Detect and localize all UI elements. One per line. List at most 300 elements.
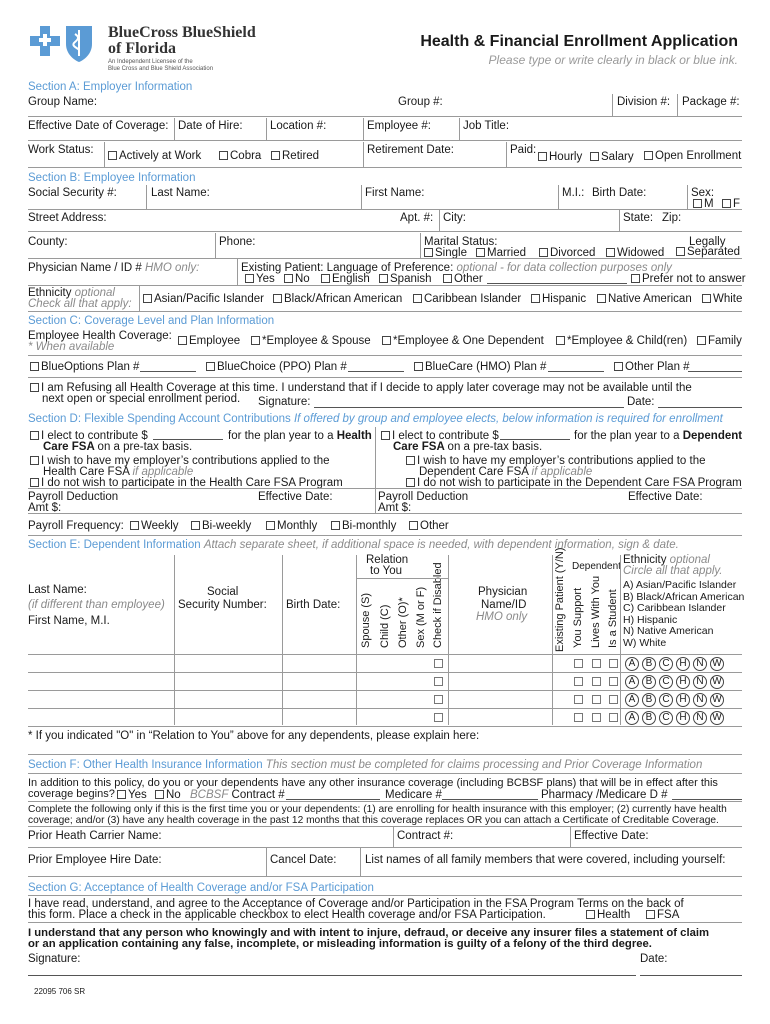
section-c-title: Section C: Coverage Level and Plan Information <box>28 315 275 327</box>
lives-with-header: Lives With You <box>590 575 602 648</box>
dep-amt-label: Amt $: <box>378 502 412 514</box>
ethnicity-circle-w[interactable]: W <box>710 675 724 689</box>
divider <box>356 578 448 579</box>
company-name-line2: of Florida <box>108 40 176 57</box>
refusing-signature-line[interactable] <box>314 407 624 408</box>
final-signature-label: Signature: <box>28 953 81 965</box>
ethnicity-legend-item: A) Asian/Pacific Islander <box>623 579 737 591</box>
you-support-header: You Support <box>572 587 584 648</box>
other-o-header: Other (O)* <box>397 597 409 648</box>
divider <box>28 209 742 210</box>
salary-option[interactable]: Salary <box>590 151 634 164</box>
cobra-option[interactable]: Cobra <box>219 150 261 163</box>
checkbox[interactable] <box>631 274 640 283</box>
student-checkbox[interactable] <box>609 695 618 704</box>
divider <box>420 233 421 258</box>
divider <box>28 377 742 378</box>
mi-label: M.I.: <box>562 187 585 199</box>
divider <box>28 167 742 168</box>
ethnicity-circle-n[interactable]: N <box>693 675 707 689</box>
health-plan-year-label: for the plan year to a Health <box>228 430 372 442</box>
health-wish-line2: Health Care FSA if applicable <box>43 466 194 478</box>
ssn-label: Social Security #: <box>28 187 117 199</box>
divider <box>28 922 742 923</box>
pharmacy-line[interactable] <box>672 799 742 800</box>
checkbox[interactable] <box>30 383 39 392</box>
medicare-line[interactable] <box>442 799 538 800</box>
apt-label: Apt. #: <box>400 212 434 224</box>
checkbox[interactable] <box>646 910 655 919</box>
section-e-title: Section E: Dependent Information Attach separate sheet, if additional space is needed, with dependent information, sign & date. <box>28 539 679 551</box>
student-checkbox[interactable] <box>609 677 618 686</box>
paid-label: Paid: <box>510 144 537 156</box>
licensee-line2: Blue Cross and Blue Shield Association <box>108 66 214 72</box>
licensee-line1: An Independent Licensee of the <box>108 59 193 65</box>
check-all-label: Check all that apply: <box>28 298 132 310</box>
checkbox[interactable] <box>614 362 623 371</box>
blueoptions-plan-line[interactable] <box>140 371 196 372</box>
divider <box>266 848 267 876</box>
divider <box>28 801 742 802</box>
checkbox[interactable] <box>117 790 126 799</box>
checkbox[interactable] <box>130 521 139 530</box>
if-different-label: (if different than employee) <box>28 599 165 611</box>
english-option[interactable]: English <box>321 273 370 286</box>
section-g-title: Section G: Acceptance of Health Coverage and/or FSA Participation <box>28 882 374 894</box>
retired-option[interactable]: Retired <box>271 150 319 163</box>
section-d-title: Section D: Flexible Spending Account Contributions If offered by group and employee elects, below information is required for enrollment <box>28 413 723 425</box>
divider <box>28 140 742 141</box>
form-title: Health & Financial Enrollment Application <box>420 33 738 50</box>
checkbox[interactable] <box>676 247 685 256</box>
ethnicity-circle-w[interactable]: W <box>710 657 724 671</box>
phone-label: Phone: <box>219 236 256 248</box>
support-checkbox[interactable] <box>574 677 583 686</box>
divider <box>28 513 742 514</box>
ethnicity-legend-item: N) Native American <box>623 625 714 637</box>
section-f-title: Section F: Other Health Insurance Information This section must be completed for claims processing and Prior Coverage Information <box>28 759 703 771</box>
when-available-label: * When available <box>28 341 115 353</box>
ethnicity-circle-b[interactable]: B <box>642 675 656 689</box>
county-label: County: <box>28 236 68 248</box>
dep-ethnicity-header: Ethnicity optional <box>623 554 710 566</box>
emp-spouse-option[interactable]: *Employee & Spouse <box>251 335 371 348</box>
disabled-checkbox[interactable] <box>434 659 443 668</box>
biweekly-option[interactable]: Bi-weekly <box>191 520 251 533</box>
other-plan-option[interactable]: Other Plan # <box>614 361 690 374</box>
disabled-checkbox[interactable] <box>434 677 443 686</box>
payroll-frequency-label: Payroll Frequency: <box>28 520 124 532</box>
blueoptions-option[interactable]: BlueOptions Plan # <box>30 361 139 374</box>
divider <box>620 555 621 725</box>
actively-at-work-option[interactable]: Actively at Work <box>108 150 201 163</box>
dep-care-fsa-label: Care FSA on a pre-tax basis. <box>393 441 543 453</box>
divider <box>28 895 742 896</box>
checkbox[interactable] <box>30 362 39 371</box>
checkbox[interactable] <box>30 478 39 487</box>
division-no-label: Division #: <box>617 96 671 108</box>
checkbox[interactable] <box>606 248 615 257</box>
support-checkbox[interactable] <box>574 659 583 668</box>
checkbox[interactable] <box>702 294 711 303</box>
coverage-label: Employee Health Coverage: <box>28 330 172 342</box>
to-you-label: to You <box>370 565 402 577</box>
sex-f-option[interactable]: F <box>722 198 740 211</box>
checkbox[interactable] <box>271 151 280 160</box>
disabled-checkbox[interactable] <box>434 695 443 704</box>
checkbox[interactable] <box>284 274 293 283</box>
last-name-label: Last Name: <box>151 187 210 199</box>
black-option[interactable]: Black/African American <box>273 293 402 306</box>
health-amt-label: Amt $: <box>28 502 62 514</box>
final-date-label: Date: <box>640 953 668 965</box>
support-checkbox[interactable] <box>574 713 583 722</box>
table-row-divider <box>28 726 742 727</box>
divider <box>439 210 440 231</box>
divider <box>174 555 175 725</box>
checkbox[interactable] <box>178 336 187 345</box>
prior-hire-label: Prior Employee Hire Date: <box>28 854 162 866</box>
monthly-option[interactable]: Monthly <box>266 520 317 533</box>
divider <box>28 876 742 877</box>
ethnicity-circle-n[interactable]: N <box>693 657 707 671</box>
ethnicity-circle-h[interactable]: H <box>676 711 690 725</box>
separated-option[interactable]: Separated <box>676 246 740 259</box>
employee-no-label: Employee #: <box>367 120 431 132</box>
bluechoice-plan-line[interactable] <box>348 371 404 372</box>
checkbox[interactable] <box>597 294 606 303</box>
dep-wish-line2: Dependent Care FSA if applicable <box>419 466 593 478</box>
ethnicity-circle-w[interactable]: W <box>710 711 724 725</box>
emp-children-option[interactable]: *Employee & Child(ren) <box>556 335 687 348</box>
checkbox[interactable] <box>219 151 228 160</box>
divider <box>28 847 742 848</box>
ethnicity-legend-item: H) Hispanic <box>623 613 678 626</box>
other-plan-line[interactable] <box>688 371 742 372</box>
ethnicity-label: Ethnicity optional <box>28 287 115 299</box>
checkbox[interactable] <box>331 521 340 530</box>
form-subtitle: Please type or write clearly in black or blue ink. <box>488 53 738 67</box>
prior-contract-label: Contract #: <box>397 830 454 842</box>
physician-label: Physician Name / ID # HMO only: <box>28 262 200 274</box>
section-b-title: Section B: Employee Information <box>28 172 196 184</box>
freq-other-option[interactable]: Other <box>409 520 449 533</box>
divider <box>459 118 460 140</box>
lives-with-checkbox[interactable] <box>592 659 601 668</box>
complete-line1: Complete the following only if this is the first time you or your dependents: (1) are enrolling for health insurance with this employer; (2) currently have health <box>28 804 727 815</box>
checkbox[interactable] <box>476 248 485 257</box>
spanish-option[interactable]: Spanish <box>379 273 432 286</box>
checkbox[interactable] <box>143 294 152 303</box>
student-header: Is a Student <box>607 589 619 648</box>
ethnicity-circle-n[interactable]: N <box>693 693 707 707</box>
company-name-line1: BlueCross BlueShield <box>108 24 256 41</box>
existing-yes-option[interactable]: Yes <box>245 273 275 286</box>
divider <box>28 754 742 755</box>
social-label: Social <box>207 586 239 598</box>
checkbox[interactable] <box>644 151 653 160</box>
health-payroll-label: Payroll Deduction <box>28 491 119 503</box>
ethnicity-legend-item: W) White <box>623 636 667 649</box>
caribbean-option[interactable]: Caribbean Islander <box>413 293 521 306</box>
bluecare-option[interactable]: BlueCare (HMO) Plan # <box>414 361 546 374</box>
ethnicity-circle-a[interactable]: A <box>625 693 639 707</box>
native-option[interactable]: Native American <box>597 293 692 306</box>
employee-coverage-option[interactable]: Employee <box>178 335 240 348</box>
checkbox[interactable] <box>697 336 706 345</box>
dep-wish-option[interactable]: I wish to have my employer’s contributions applied to the <box>406 455 706 468</box>
divider <box>28 258 742 259</box>
widowed-option[interactable]: Widowed <box>606 247 664 260</box>
support-checkbox[interactable] <box>574 695 583 704</box>
divider <box>28 535 742 536</box>
divider <box>363 118 364 140</box>
ethnicity-circle-n[interactable]: N <box>693 711 707 725</box>
form-number: 22095 706 SR <box>34 987 86 996</box>
bcbsf-contract-line[interactable] <box>286 799 380 800</box>
health-wish-option[interactable]: I wish to have my employer’s contributions applied to the <box>30 455 330 468</box>
refusing-line2: next open or special enrollment period. <box>42 393 241 405</box>
divorced-option[interactable]: Divorced <box>539 247 595 260</box>
other-lang-line[interactable] <box>487 283 627 284</box>
divider <box>237 259 238 285</box>
marital-label: Marital Status: <box>424 236 498 248</box>
dep-contribute-option[interactable]: I elect to contribute $ <box>381 430 499 443</box>
divider <box>619 210 620 231</box>
checkbox[interactable] <box>722 199 731 208</box>
divider <box>174 118 175 140</box>
bluecare-plan-line[interactable] <box>548 371 604 372</box>
acceptance-line1: I have read, understand, and agree to the Acceptance of Coverage and/or Participation in the FSA Program Terms on the back of <box>28 898 684 910</box>
section-a-title: Section A: Employer Information <box>28 81 193 93</box>
ethnicity-circles <box>625 675 727 689</box>
relation-label: Relation <box>366 554 409 566</box>
medicare-label: Medicare # <box>385 789 442 801</box>
checkbox[interactable] <box>409 521 418 530</box>
ethnicity-circle-c[interactable]: C <box>659 693 673 707</box>
lang-other-option[interactable]: Other <box>443 273 483 286</box>
ethnicity-circle-b[interactable]: B <box>642 711 656 725</box>
checkbox[interactable] <box>251 336 260 345</box>
complete-line2: coverage; and/or (3) have any health coverage in the past 12 months that this coverage replaces OR you can attach a Certificate of Creditable Coverage. <box>28 815 719 826</box>
divider <box>28 231 742 232</box>
open-enrollment-option[interactable]: Open Enrollment <box>644 150 741 163</box>
checkbox[interactable] <box>531 294 540 303</box>
ethnicity-circle-a[interactable]: A <box>625 657 639 671</box>
ethnicity-legend <box>623 580 744 649</box>
warning-line2: or an application containing any false, incomplete, or misleading information is guilty of a felony of the third degree. <box>28 938 652 950</box>
ethnicity-circle-h[interactable]: H <box>676 693 690 707</box>
dep-no-participate-option[interactable]: I do not wish to participate in the Dependent Care FSA Program <box>406 477 742 490</box>
other-ins-yes-option[interactable]: Yes <box>117 789 147 802</box>
street-label: Street Address: <box>28 212 107 224</box>
checkbox[interactable] <box>379 274 388 283</box>
accept-health-option[interactable]: Health <box>586 909 630 922</box>
job-title-label: Job Title: <box>463 120 510 132</box>
single-option[interactable]: Single <box>424 247 467 260</box>
warning-line1: I understand that any person who knowingly and with intent to injure, defraud, or deceive any insurer files a statement of claim <box>28 927 710 939</box>
existing-yn-header: Existing Patient (Y/N) <box>554 547 566 652</box>
hispanic-option[interactable]: Hispanic <box>531 293 586 306</box>
checkbox[interactable] <box>273 294 282 303</box>
health-care-fsa-label: Care FSA on a pre-tax basis. <box>43 441 193 453</box>
asian-option[interactable]: Asian/Pacific Islander <box>143 293 264 306</box>
other-insurance-q2: coverage begins? <box>28 788 115 800</box>
checkbox[interactable] <box>586 910 595 919</box>
ethnicity-circle-c[interactable]: C <box>659 657 673 671</box>
checkbox[interactable] <box>443 274 452 283</box>
divider <box>104 142 105 167</box>
dep-eff-date-label: Effective Date: <box>628 491 703 503</box>
package-no-label: Package #: <box>682 96 740 108</box>
divider <box>28 773 742 774</box>
ethnicity-circle-w[interactable]: W <box>710 693 724 707</box>
ethnicity-circle-c[interactable]: C <box>659 711 673 725</box>
accept-fsa-option[interactable]: FSA <box>646 909 679 922</box>
divider <box>558 185 559 209</box>
checkbox[interactable] <box>406 478 415 487</box>
divider <box>375 427 376 513</box>
circle-all-label: Circle all that apply. <box>623 565 723 577</box>
ethnicity-circle-b[interactable]: B <box>642 657 656 671</box>
checkbox[interactable] <box>321 274 330 283</box>
checkbox[interactable] <box>406 456 415 465</box>
divider <box>570 827 571 847</box>
bimonthly-option[interactable]: Bi-monthly <box>331 520 396 533</box>
married-option[interactable]: Married <box>476 247 526 260</box>
bcbs-cross-shield-icon <box>28 20 98 64</box>
dep-amount-line[interactable] <box>500 439 570 440</box>
table-row-divider <box>28 672 742 673</box>
divider <box>28 355 742 356</box>
birth-date-label: Birth Date: <box>592 187 647 199</box>
zip-label: Zip: <box>662 212 682 224</box>
physician-header: Physician <box>478 586 528 598</box>
student-checkbox[interactable] <box>609 659 618 668</box>
refusing-date-line[interactable] <box>658 407 742 408</box>
divider <box>677 94 678 116</box>
dep-last-name-label: Last Name: <box>28 584 87 596</box>
checkbox[interactable] <box>538 152 547 161</box>
checkbox[interactable] <box>108 151 117 160</box>
health-amount-line[interactable] <box>153 439 223 440</box>
final-signature-line[interactable] <box>28 975 636 976</box>
checkbox[interactable] <box>206 362 215 371</box>
checkbox[interactable] <box>245 274 254 283</box>
lives-with-checkbox[interactable] <box>592 713 601 722</box>
explain-label: * If you indicated "O" in “Relation to You” above for any dependents, please explain here: <box>28 730 480 742</box>
lives-with-checkbox[interactable] <box>592 677 601 686</box>
child-header: Child (C) <box>379 604 391 648</box>
ethnicity-circle-h[interactable]: H <box>676 657 690 671</box>
divider <box>28 285 742 286</box>
checkbox[interactable] <box>30 431 39 440</box>
white-option[interactable]: White <box>702 293 742 306</box>
prefer-not-option[interactable]: Prefer not to answer <box>631 273 746 286</box>
prior-eff-date-label: Effective Date: <box>574 830 649 842</box>
checkbox[interactable] <box>693 199 702 208</box>
dep-payroll-label: Payroll Deduction <box>378 491 469 503</box>
weekly-option[interactable]: Weekly <box>130 520 179 533</box>
retirement-date-label: Retirement Date: <box>367 144 454 156</box>
sex-header: Sex (M or F) <box>415 586 427 648</box>
lives-with-checkbox[interactable] <box>592 695 601 704</box>
student-checkbox[interactable] <box>609 713 618 722</box>
divider <box>448 555 449 725</box>
ethnicity-legend-item: B) Black/African American <box>623 590 745 603</box>
name-id-header: Name/ID <box>481 599 527 611</box>
divider <box>28 826 742 827</box>
dep-birth-date-label: Birth Date: <box>286 599 341 611</box>
cancel-date-label: Cancel Date: <box>270 854 337 866</box>
checkbox[interactable] <box>424 248 433 257</box>
table-row-divider <box>28 690 742 691</box>
checkbox[interactable] <box>266 521 275 530</box>
emp-one-dep-option[interactable]: *Employee & One Dependent <box>382 335 544 348</box>
ethnicity-circle-c[interactable]: C <box>659 675 673 689</box>
sex-m-option[interactable]: M <box>693 198 714 211</box>
ethnicity-legend-item: C) Caribbean Islander <box>623 602 726 614</box>
divider <box>393 827 394 847</box>
refusing-date-label: Date: <box>627 396 655 408</box>
legally-label: Legally <box>689 236 726 248</box>
checkbox[interactable] <box>539 248 548 257</box>
ethnicity-circle-a[interactable]: A <box>625 711 639 725</box>
refusing-signature-label: Signature: <box>258 396 311 408</box>
checkbox[interactable] <box>590 152 599 161</box>
dependent-header: Dependent <box>572 561 621 572</box>
final-date-line[interactable] <box>640 975 742 976</box>
bluechoice-option[interactable]: BlueChoice (PPO) Plan # <box>206 361 347 374</box>
location-no-label: Location #: <box>270 120 327 132</box>
health-no-participate-option[interactable]: I do not wish to participate in the Health Care FSA Program <box>30 477 343 490</box>
family-option[interactable]: Family <box>697 335 742 348</box>
other-ins-no-option[interactable]: No <box>155 789 181 802</box>
ethnicity-circle-b[interactable]: B <box>642 693 656 707</box>
ethnicity-circle-a[interactable]: A <box>625 675 639 689</box>
city-label: City: <box>443 212 466 224</box>
health-contribute-option[interactable]: I elect to contribute $ <box>30 430 148 443</box>
health-eff-date-label: Effective Date: <box>258 491 333 503</box>
work-status-label: Work Status: <box>28 144 94 156</box>
list-family-label: List names of all family members that were covered, including yourself: <box>365 854 726 866</box>
bcbsf-contract-label: BCBSF Contract # <box>190 789 285 801</box>
refusing-option[interactable]: I am Refusing all Health Coverage at this time. I understand that if I decide to apply later coverage may not be available until the <box>30 382 692 395</box>
checkbox[interactable] <box>382 336 391 345</box>
divider <box>28 116 742 117</box>
checkbox[interactable] <box>30 456 39 465</box>
checkbox[interactable] <box>155 790 164 799</box>
divider <box>28 654 742 655</box>
checkbox[interactable] <box>381 431 390 440</box>
divider <box>360 848 361 876</box>
ethnicity-circle-h[interactable]: H <box>676 675 690 689</box>
divider <box>687 185 688 209</box>
checkbox[interactable] <box>191 521 200 530</box>
pharmacy-label: Pharmacy /Medicare D # <box>541 789 668 801</box>
hourly-option[interactable]: Hourly <box>538 151 582 164</box>
ethnicity-circles <box>625 693 727 707</box>
divider <box>28 311 742 312</box>
disabled-checkbox[interactable] <box>434 713 443 722</box>
prior-carrier-label: Prior Heath Carrier Name: <box>28 830 162 842</box>
checkbox[interactable] <box>413 294 422 303</box>
divider <box>282 555 283 725</box>
checkbox[interactable] <box>414 362 423 371</box>
acceptance-line2: this form. Place a check in the applicable checkbox to elect Health coverage and/or FSA Participation. <box>28 909 546 921</box>
checkbox[interactable] <box>556 336 565 345</box>
existing-no-option[interactable]: No <box>284 273 310 286</box>
